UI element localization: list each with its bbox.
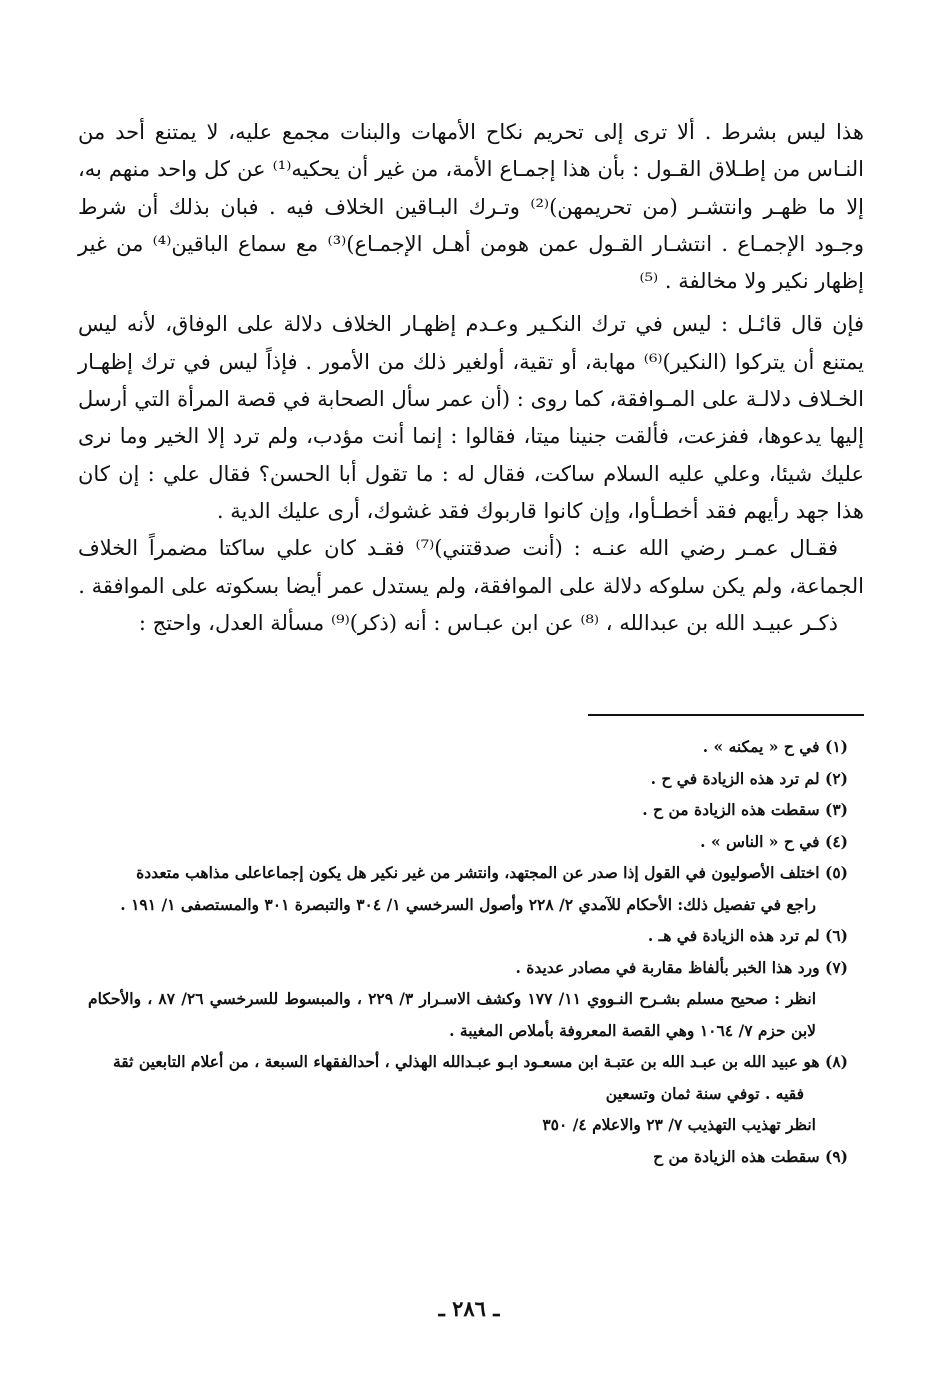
footnotes bbox=[88, 731, 848, 1172]
footnote-1: (١) في ح « يمكنه » . bbox=[702, 737, 848, 756]
footnote-2: (٢) لم ترد هذه الزيادة في ح . bbox=[650, 768, 848, 788]
paragraph-1: هذا ليس بشرط . ألا ترى إلى تحريم نكاح الأمهات والبنات مجمع عليه، لا يمتنع أحد من النـاس من إطـلاق القـول : بأن هذا إجمـاع الأمة، من غير أن يحكيه⁽¹⁾ عن كل واحد منهم به، إلا ما ظهـر وانتشـر (من تحريمهن)⁽²⁾ وتـرك البـاقين الخلاف فيه . فبان بذلك أن شرط وجـود الإجمـاع . انتشـار القـول عمن هومن أهـل الإجمـاع)⁽³⁾ مع سماع الباقين⁽⁴⁾ من غير إظهار نكير ولا مخالفة . ⁽⁵⁾ bbox=[78, 120, 865, 294]
footnote-3: (٣) سقطت هذه الزيادة من ح . bbox=[642, 800, 848, 819]
footnote-8: (٨) هو عبيد الله بن عبـد الله بن عتبـة ابن مسعـود ابـو عبـدالله الهذلي ، أحدالفقهاء السبعة ، من أعلام التابعين ثقة bbox=[112, 1052, 848, 1071]
footnote-6: (٦) لم ترد هذه الزيادة في هـ . bbox=[647, 926, 848, 945]
paragraph-4: ذكـر عبيـد الله بن عبدالله ، ⁽⁸⁾ عن ابن عبـاس : أنه (ذكر)⁽⁹⁾ مسألة العدل، واحتج : bbox=[138, 610, 838, 635]
main-text bbox=[78, 114, 864, 642]
footnote-7-reference: انظر : صحيح مسلم بشـرح النـووي ١١/ ١٧٧ وكشف الاسـرار ٣/ ٢٢٩ ، والمبسوط للسرخسي ٢٦/ ٨٧ ، والأحكام لابن حزم ٧/ ١٠٦٤ وهي القصة المعروفة بأملاص المغيبة . bbox=[88, 989, 817, 1040]
footnote-9: (٩) سقطت هذه الزيادة من ح bbox=[653, 1146, 848, 1166]
footnote-8-continued: فقيه . توفي سنة ثمان وتسعين bbox=[605, 1083, 804, 1103]
footnote-8-reference: انظر تهذيب التهذيب ٧/ ٢٣ والاعلام ٤/ ٣٥٠ bbox=[542, 1115, 816, 1134]
page-number: ـ ٢٨٦ ـ bbox=[438, 1296, 500, 1321]
footnote-4: (٤) في ح « الناس » . bbox=[700, 831, 848, 851]
footnote-5-reference: راجع في تفصيل ذلك: الأحكام للآمدي ٢/ ٢٢٨ وأصول السرخسي ١/ ٣٠٤ والتبصرة ٣٠١ والمستصفى ١/ ١٩١ . bbox=[120, 894, 816, 914]
footnote-separator bbox=[588, 714, 864, 716]
footnote-7: (٧) ورد هذا الخبر بألفاظ مقاربة في مصادر عديدة . bbox=[515, 957, 848, 977]
footnote-5: (٥) اختلف الأصوليون في القول إذا صدر عن المجتهد، وانتشر من غير نكير هل يكون إجماعاعلى مذاهب متعددة bbox=[136, 863, 848, 882]
paragraph-2: فإن قال قائـل : ليس في ترك النكـير وعـدم إظهـار الخلاف دلالة على الوفاق، لأنه ليس يمتنع أن يتركوا (النكير)⁽⁶⁾ مهابة، أو تقية، أولغير ذلك من الأمور . فإذاً ليس في ترك إظهـار الخـلاف دلالـة على المـوافقة، كما روى : (أن عمر سأل الصحابة في قصة المرأة التي أرسل إليها يدعوها، ففزعت، فألقت جنينا ميتا، فقالوا : إنما أنت مؤدب، ولم ترد إلا الخير وما نرى عليك شيئا، وعلي عليه السلام ساكت، فقال له : ما تقول أبا الحسن؟ فقال علي : إن كان هذا جهد رأيهم فقد أخطـأوا، وإن كانوا قاربوك فقد غشوك، أرى عليك الدية . bbox=[78, 312, 864, 523]
paragraph-3: فقـال عمـر رضي الله عنـه : (أنت صدقتني)⁽⁷⁾ فقـد كان علي ساكتا مضمراً الخلاف الجماعة، ولم يكن سلوكه دلالة على الموافقة، ولم يستدل عمر أيضا بسكوته على الموافقة . bbox=[78, 536, 864, 598]
